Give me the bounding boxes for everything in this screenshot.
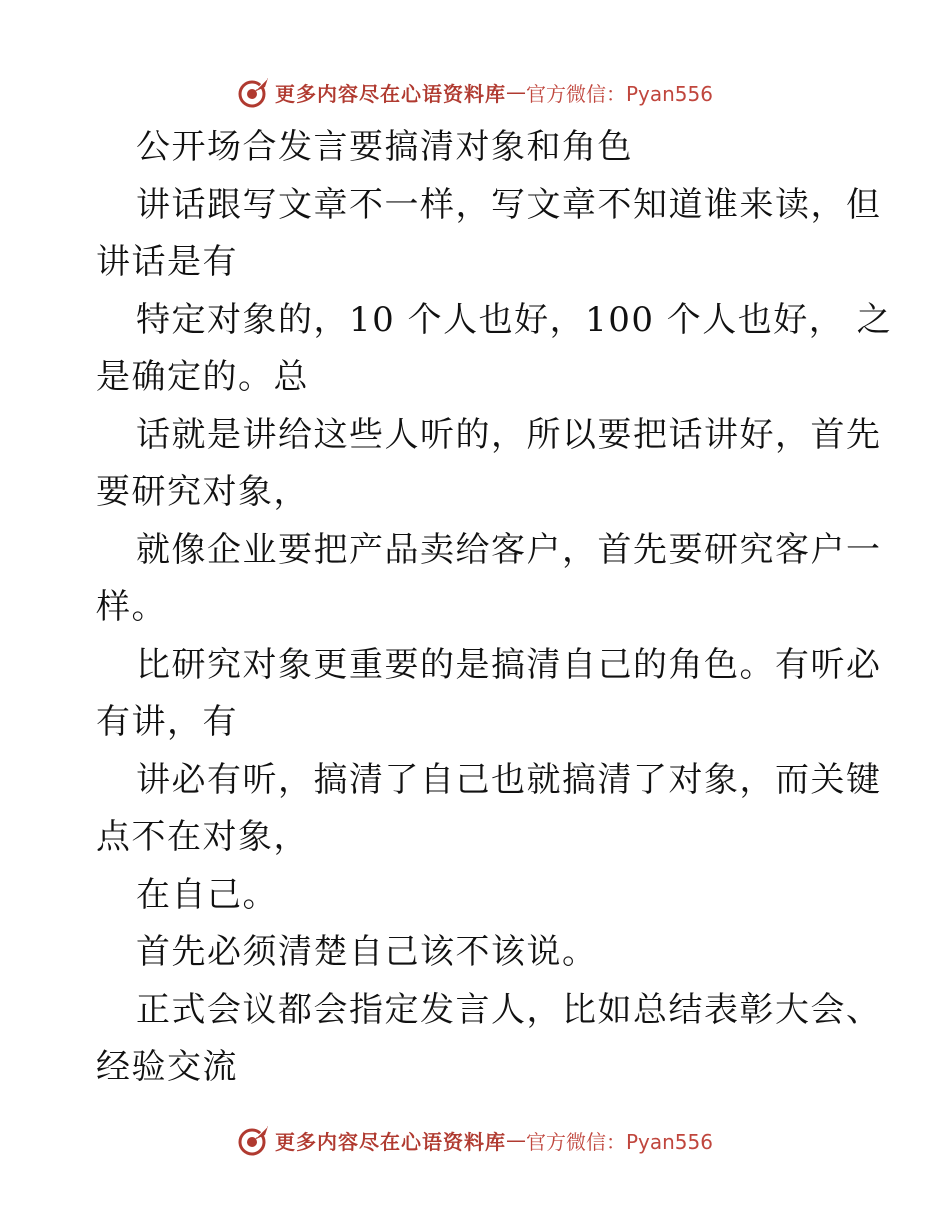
text-line: 有讲，有 [96, 702, 238, 742]
header-watermark [0, 72, 950, 112]
text-line: 讲话跟写文章不一样，写文章不知道谁来读，但 [136, 184, 882, 225]
text-line: 讲话是有 [96, 242, 238, 282]
text-line: 首先必须清楚自己该不该说。 [136, 932, 598, 972]
footer-watermark [0, 1120, 950, 1160]
header-watermark-dash: — [505, 80, 526, 104]
document-body [96, 119, 893, 1097]
header-watermark-wechat: 官方微信：Pyan556 [525, 81, 713, 106]
text-line: 特定对象的，10 个人也好，100 个人也好， 之 [136, 299, 893, 340]
text-line: 话就是讲给这些人听的，所以要把话讲好，首先 [136, 414, 882, 455]
text-line: 在自己。 [136, 874, 278, 915]
text-line: 正式会议都会指定发言人，比如总结表彰大会、 [136, 989, 882, 1030]
quill-logo-icon [237, 1123, 271, 1157]
text-line: 就像企业要把产品卖给客户，首先要研究客户一 [136, 529, 882, 570]
text-line: 点不在对象， [96, 817, 309, 857]
text-line: 样。 [96, 587, 167, 627]
text-line: 是确定的。总 [96, 357, 309, 397]
text-line: 公开场合发言要搞清对象和角色 [136, 127, 633, 167]
header-watermark-title: 更多内容尽在心语资料库 [274, 81, 506, 106]
text-line: 讲必有听，搞清了自己也就搞清了对象，而关键 [136, 759, 882, 800]
text-line: 比研究对象更重要的是搞清自己的角色。有听必 [136, 644, 882, 685]
text-line: 经验交流 [96, 1047, 238, 1087]
footer-watermark-dash: — [505, 1128, 526, 1152]
footer-watermark-title: 更多内容尽在心语资料库 [274, 1129, 506, 1154]
footer-watermark-wechat: 官方微信：Pyan556 [525, 1129, 713, 1154]
text-line: 要研究对象， [96, 472, 309, 512]
quill-logo-icon [237, 75, 271, 109]
